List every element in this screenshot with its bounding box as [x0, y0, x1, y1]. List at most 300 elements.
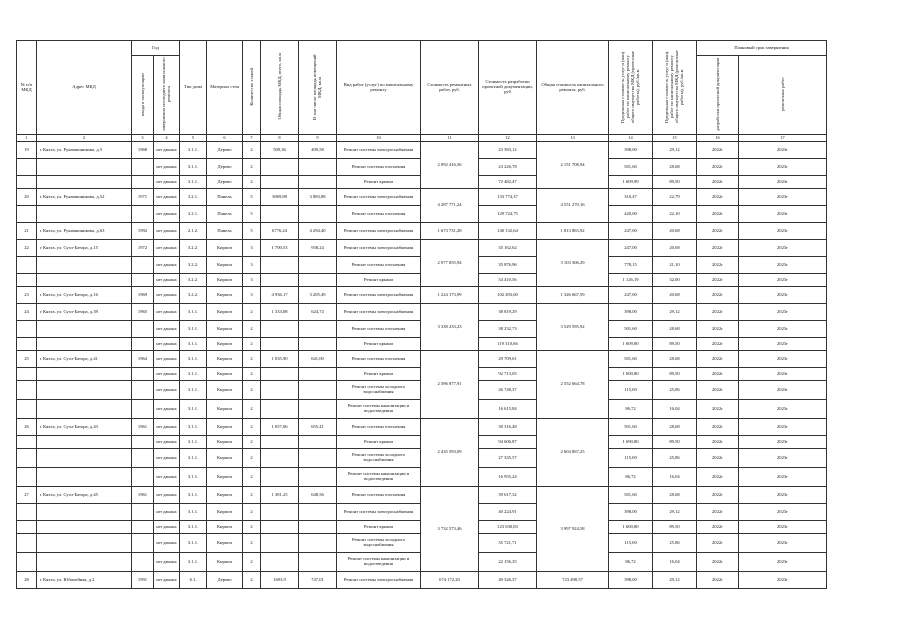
row-works: Ремонт крыши: [337, 521, 421, 534]
row-deadline-design: 2022г: [697, 534, 739, 553]
row-deadline-works: 2023г: [739, 189, 827, 206]
row-year-built: 1972: [132, 240, 154, 257]
row-type: 3.1.1.: [180, 468, 207, 487]
row-limit-works: 29,12: [653, 504, 697, 521]
row-limit-works: 25,86: [653, 534, 697, 553]
row-works: Ремонт системы канализации и водоотведения: [337, 553, 421, 572]
row-limit-works: 29,12: [653, 304, 697, 321]
row-deadline-works: 2023г: [739, 381, 827, 400]
row-living-area: [299, 400, 337, 419]
row-living-area: [299, 534, 337, 553]
row-material: Кирпич: [207, 487, 243, 504]
row-total-area: [261, 338, 299, 351]
table-row: [17, 572, 827, 589]
row-deadline-design: 2022г: [697, 368, 739, 381]
row-living-area: 4 294,40: [299, 223, 337, 240]
row-number-empty: [17, 534, 37, 553]
row-living-area: [299, 381, 337, 400]
row-cost-design: 23 583,12: [479, 142, 537, 159]
row-cost-design: 92 713,05: [479, 368, 537, 381]
row-year-built-empty: [132, 159, 154, 176]
row-number: 26: [17, 419, 37, 436]
row-cost-design: 49 326,37: [479, 572, 537, 589]
col-number: 5: [180, 135, 207, 142]
row-type: 3.1.1.: [180, 159, 207, 176]
row-number: 21: [17, 223, 37, 240]
row-year-built-empty: [132, 176, 154, 189]
row-deadline-design: 2022г: [697, 338, 739, 351]
row-material: Кирпич: [207, 304, 243, 321]
row-cost-design: 102 493,60: [479, 287, 537, 304]
row-material: Панель: [207, 206, 243, 223]
row-deadline-works: 2023г: [739, 304, 827, 321]
row-total-area: [261, 468, 299, 487]
row-deadline-works: 2023г: [739, 521, 827, 534]
row-address-empty: [37, 381, 132, 400]
row-living-area: 641,00: [299, 351, 337, 368]
row-deadline-works: 2023г: [739, 534, 827, 553]
row-year-built-empty: [132, 274, 154, 287]
row-works: Ремонт системы электроснабжения: [337, 504, 421, 521]
row-deadline-design: 2022г: [697, 223, 739, 240]
row-floors: 3: [243, 257, 261, 274]
row-number: 27: [17, 487, 37, 504]
row-cost-total: 3 103 306,29: [537, 240, 609, 287]
row-limit-works: 89,50: [653, 338, 697, 351]
row-floors: 2: [243, 321, 261, 338]
row-year-repair: нет данных: [154, 240, 180, 257]
row-year-repair: нет данных: [154, 572, 180, 589]
row-cost-repair: 3 732 573,46: [421, 487, 479, 572]
row-material: Кирпич: [207, 257, 243, 274]
col-number: 14: [609, 135, 653, 142]
row-cost-repair: 1 673 731,28: [421, 223, 479, 240]
header-total-area: Общая площадь МКД, всего, кв.м: [261, 41, 299, 135]
row-limit-design: 420,00: [609, 206, 653, 223]
row-cost-total: 3 529 595,92: [537, 304, 609, 351]
row-cost-repair: 4 287 771,24: [421, 189, 479, 223]
row-floors: 2: [243, 487, 261, 504]
row-floors: 2: [243, 504, 261, 521]
row-address: г Кяхта, ул. Сухэ-Батора, д.41: [37, 351, 132, 368]
row-year-built-empty: [132, 368, 154, 381]
row-number-empty: [17, 321, 37, 338]
row-deadline-design: 2022г: [697, 142, 739, 159]
row-limit-design: 1 126,19: [609, 274, 653, 287]
row-deadline-works: 2023г: [739, 223, 827, 240]
row-works: Ремонт системы канализации и водоотведения: [337, 400, 421, 419]
row-cost-repair: 2 977 855,94: [421, 240, 479, 287]
row-cost-design: 94 606,87: [479, 436, 537, 449]
row-number-empty: [17, 338, 37, 351]
row-limit-works: 29,12: [653, 572, 697, 589]
row-deadline-works: 2023г: [739, 338, 827, 351]
row-year-built-empty: [132, 534, 154, 553]
col-number: 6: [207, 135, 243, 142]
row-year-built-empty: [132, 206, 154, 223]
row-deadline-design: 2022г: [697, 257, 739, 274]
col-number: 8: [261, 135, 299, 142]
row-deadline-design: 2022г: [697, 521, 739, 534]
row-address-empty: [37, 321, 132, 338]
row-year-built-empty: [132, 468, 154, 487]
row-total-area: [261, 159, 299, 176]
row-floors: 2: [243, 381, 261, 400]
row-material: Кирпич: [207, 449, 243, 468]
row-total-area: [261, 257, 299, 274]
row-type: 3.1.1.: [180, 449, 207, 468]
row-type: 3.1.1.: [180, 534, 207, 553]
row-year-repair: нет данных: [154, 223, 180, 240]
row-type: 3.1.1.: [180, 304, 207, 321]
row-total-area: [261, 449, 299, 468]
row-cost-design: 27 335,57: [479, 449, 537, 468]
table-row: [17, 189, 827, 206]
row-cost-design: 16 955,24: [479, 468, 537, 487]
header-year-built: ввода в эксплуатацию: [132, 56, 154, 135]
row-limit-design: 115,00: [609, 534, 653, 553]
row-type: 3.1.1.: [180, 419, 207, 436]
row-cost-design: 30 316,48: [479, 419, 537, 436]
row-total-area: 1 381,25: [261, 487, 299, 504]
row-year-repair: нет данных: [154, 338, 180, 351]
row-year-repair: нет данных: [154, 521, 180, 534]
row-cost-design: 38 819,29: [479, 304, 537, 321]
row-material: Кирпич: [207, 504, 243, 521]
row-limit-design: 247,00: [609, 240, 653, 257]
row-number-empty: [17, 449, 37, 468]
row-cost-design: 40 224,91: [479, 504, 537, 521]
header-deadline-works: ремонтных работ: [739, 56, 827, 135]
row-deadline-works: 2023г: [739, 487, 827, 504]
row-floors: 2: [243, 419, 261, 436]
row-limit-design: 247,00: [609, 223, 653, 240]
row-address: г Кяхта, ул. Сухэ-Батора, д.45: [37, 487, 132, 504]
row-deadline-works: 2023г: [739, 449, 827, 468]
row-total-area: 1 057,06: [261, 419, 299, 436]
row-living-area: [299, 176, 337, 189]
row-works: Ремонт крыши: [337, 436, 421, 449]
row-deadline-works: 2023г: [739, 468, 827, 487]
row-deadline-design: 2022г: [697, 206, 739, 223]
row-deadline-works: 2023г: [739, 553, 827, 572]
col-number: 7: [243, 135, 261, 142]
row-year-repair: нет данных: [154, 487, 180, 504]
row-living-area: [299, 321, 337, 338]
row-cost-design: 133 774,37: [479, 189, 537, 206]
row-limit-design: 247,00: [609, 287, 653, 304]
header-address: Адрес МКД: [37, 41, 132, 135]
col-number: 13: [537, 135, 609, 142]
row-year-repair: нет данных: [154, 176, 180, 189]
row-cost-total: 2 604 867,25: [537, 419, 609, 487]
row-works: Ремонт крыши: [337, 338, 421, 351]
row-material: Кирпич: [207, 419, 243, 436]
row-address: г Кяхта, ул. Сухэ-Батора, д.39: [37, 304, 132, 321]
row-deadline-design: 2022г: [697, 381, 739, 400]
row-material: Кирпич: [207, 287, 243, 304]
row-limit-works: 89,50: [653, 436, 697, 449]
row-type: 3.1.1.: [180, 142, 207, 159]
row-total-area: 1 035,90: [261, 351, 299, 368]
row-cost-design: 129 724,75: [479, 206, 537, 223]
row-total-area: [261, 368, 299, 381]
row-cost-design: 140 132,64: [479, 223, 537, 240]
row-cost-design: 72 482,47: [479, 176, 537, 189]
row-total-area: 1 700,53: [261, 240, 299, 257]
row-total-area: [261, 521, 299, 534]
row-limit-design: 1 609,80: [609, 338, 653, 351]
row-year-built-empty: [132, 504, 154, 521]
row-floors: 3: [243, 240, 261, 257]
row-number-empty: [17, 368, 37, 381]
header-deadline-design: разработки проектной документации: [697, 56, 739, 135]
row-works: Ремонт системы электроснабжения: [337, 304, 421, 321]
row-total-area: [261, 176, 299, 189]
row-limit-design: 1 600,80: [609, 521, 653, 534]
row-address: г Кяхта, ул. Сухэ-Батора, д.16: [37, 287, 132, 304]
row-limit-design: 86,72: [609, 468, 653, 487]
row-cost-total: 4 551 270,16: [537, 189, 609, 223]
row-number-empty: [17, 468, 37, 487]
row-type: 3.2.2.: [180, 257, 207, 274]
header-cost-repair: Стоимость ремонтных работ, руб.: [421, 41, 479, 135]
row-number: 22: [17, 240, 37, 257]
row-limit-design: 398,00: [609, 504, 653, 521]
row-material: Кирпич: [207, 381, 243, 400]
col-number: 4: [154, 135, 180, 142]
row-year-repair: нет данных: [154, 159, 180, 176]
row-cost-design: 119 310,66: [479, 338, 537, 351]
row-limit-design: 86,72: [609, 553, 653, 572]
row-deadline-works: 2023г: [739, 436, 827, 449]
row-total-area: [261, 381, 299, 400]
row-address-empty: [37, 338, 132, 351]
row-number-empty: [17, 206, 37, 223]
row-cost-repair: 2 435 593,09: [421, 419, 479, 487]
row-living-area: 747,01: [299, 572, 337, 589]
row-number-empty: [17, 176, 37, 189]
row-works: Ремонт системы отопления: [337, 351, 421, 368]
row-limit-design: 398,00: [609, 304, 653, 321]
table-row: [17, 142, 827, 159]
row-address-empty: [37, 206, 132, 223]
row-material: Кирпич: [207, 338, 243, 351]
row-floors: 2: [243, 368, 261, 381]
row-material: Дерево: [207, 159, 243, 176]
row-limit-works: 20,68: [653, 240, 697, 257]
row-cost-repair: 674 172,20: [421, 572, 479, 589]
header-year-group: Год: [132, 41, 180, 56]
row-limit-design: 501,60: [609, 159, 653, 176]
row-cost-design: 35 721,71: [479, 534, 537, 553]
row-limit-design: 1 600,80: [609, 368, 653, 381]
row-deadline-design: 2022г: [697, 189, 739, 206]
row-address: г Кяхта, ул. Рукавишникова, д.63: [37, 223, 132, 240]
row-total-area: 4 936,17: [261, 287, 299, 304]
col-number: 2: [37, 135, 132, 142]
row-number: 20: [17, 189, 37, 206]
row-address-empty: [37, 521, 132, 534]
header-limit-works: Предельная стоимость услуг и (или) работ по капитальному ремонту общего имущества МКД (ремонтные работы), руб./кв.м: [653, 41, 697, 135]
row-address-empty: [37, 534, 132, 553]
row-year-repair: нет данных: [154, 534, 180, 553]
row-year-repair: нет данных: [154, 368, 180, 381]
row-number: 23: [17, 287, 37, 304]
header-material: Материал стен: [207, 41, 243, 135]
row-year-repair: нет данных: [154, 351, 180, 368]
row-floors: 2: [243, 351, 261, 368]
row-year-built-empty: [132, 257, 154, 274]
row-address-empty: [37, 176, 132, 189]
row-address: г Кяхта, ул. Рукавишникова, д.52: [37, 189, 132, 206]
row-deadline-design: 2022г: [697, 351, 739, 368]
row-living-area: [299, 449, 337, 468]
row-type: 3.1.1.: [180, 553, 207, 572]
row-year-repair: нет данных: [154, 304, 180, 321]
header-cost-design: Стоимость разработки проектной документации, руб: [479, 41, 537, 135]
row-year-repair: нет данных: [154, 142, 180, 159]
row-cost-repair: 3 338 233,23: [421, 304, 479, 351]
row-year-repair: нет данных: [154, 504, 180, 521]
row-floors: 2: [243, 338, 261, 351]
col-number: 1: [17, 135, 37, 142]
row-number-empty: [17, 400, 37, 419]
row-deadline-design: 2022г: [697, 321, 739, 338]
table-row: [17, 287, 827, 304]
row-floors: 2: [243, 572, 261, 589]
row-deadline-design: 2022г: [697, 274, 739, 287]
row-limit-works: 16,04: [653, 468, 697, 487]
row-works: Ремонт системы электроснабжения: [337, 240, 421, 257]
row-total-area: [261, 274, 299, 287]
row-cost-design: 39 617,32: [479, 487, 537, 504]
header-cost-total: Общая стоимость капитального ремонта, руб.: [537, 41, 609, 135]
row-total-area: 6776,24: [261, 223, 299, 240]
col-number: 17: [739, 135, 827, 142]
row-total-area: [261, 504, 299, 521]
row-limit-design: 1 690,80: [609, 436, 653, 449]
row-year-repair: нет данных: [154, 400, 180, 419]
row-year-built-empty: [132, 553, 154, 572]
row-living-area: [299, 368, 337, 381]
row-year-repair: нет данных: [154, 274, 180, 287]
row-works: Ремонт системы отопления: [337, 487, 421, 504]
row-works: Ремонт системы электроснабжения: [337, 572, 421, 589]
row-limit-design: 398,00: [609, 142, 653, 159]
row-limit-works: 89,50: [653, 368, 697, 381]
row-year-built-empty: [132, 338, 154, 351]
row-deadline-design: 2022г: [697, 159, 739, 176]
row-cost-design: 35 162,62: [479, 240, 537, 257]
row-limit-works: 32,00: [653, 274, 697, 287]
row-address: г Кяхта, ул. Рукавишникова, д.5: [37, 142, 132, 159]
row-cost-total: 1 813 863,92: [537, 223, 609, 240]
row-type: 3.2.2.: [180, 274, 207, 287]
row-works: Ремонт системы электроснабжения: [337, 223, 421, 240]
row-limit-design: 310,47: [609, 189, 653, 206]
table-row: [17, 304, 827, 321]
row-material: Кирпич: [207, 240, 243, 257]
row-living-area: 648,56: [299, 487, 337, 504]
row-type: 3.1.1.: [180, 338, 207, 351]
row-material: Панель: [207, 223, 243, 240]
row-year-built-empty: [132, 521, 154, 534]
row-floors: 2: [243, 159, 261, 176]
row-total-area: [261, 400, 299, 419]
row-deadline-design: 2022г: [697, 468, 739, 487]
row-material: Кирпич: [207, 468, 243, 487]
row-type: 3.1.1.: [180, 368, 207, 381]
row-number-empty: [17, 553, 37, 572]
header-floors: Количество этажей: [243, 41, 261, 135]
row-living-area: [299, 504, 337, 521]
row-cost-total: 723 498,57: [537, 572, 609, 589]
col-number: 9: [299, 135, 337, 142]
row-floors: 2: [243, 436, 261, 449]
row-material: Кирпич: [207, 553, 243, 572]
row-limit-works: 21,10: [653, 257, 697, 274]
row-number-empty: [17, 504, 37, 521]
row-living-area: 3 883,88: [299, 189, 337, 206]
row-cost-repair: 1 224 173,99: [421, 287, 479, 304]
row-floors: 2: [243, 553, 261, 572]
row-address-empty: [37, 504, 132, 521]
row-cost-design: 23 226,78: [479, 159, 537, 176]
row-year-built-empty: [132, 400, 154, 419]
row-floors: 3: [243, 287, 261, 304]
row-limit-works: 89,50: [653, 176, 697, 189]
row-cost-design: 54 410,56: [479, 274, 537, 287]
row-deadline-design: 2022г: [697, 487, 739, 504]
row-limit-works: 28,68: [653, 351, 697, 368]
row-material: Кирпич: [207, 274, 243, 287]
row-deadline-works: 2023г: [739, 368, 827, 381]
row-deadline-works: 2023г: [739, 419, 827, 436]
header-type: Тип дома: [180, 41, 207, 135]
row-floors: 2: [243, 521, 261, 534]
row-limit-works: 28,68: [653, 321, 697, 338]
row-total-area: [261, 534, 299, 553]
row-deadline-works: 2023г: [739, 504, 827, 521]
header-deadline-group: Плановый срок завершения: [697, 41, 827, 56]
row-deadline-works: 2023г: [739, 159, 827, 176]
row-number-empty: [17, 274, 37, 287]
row-floors: 2: [243, 468, 261, 487]
row-limit-works: 25,86: [653, 381, 697, 400]
row-limit-works: 28,68: [653, 487, 697, 504]
row-type: 3.2.2.: [180, 240, 207, 257]
row-cost-total: 3 997 924,58: [537, 487, 609, 572]
row-deadline-design: 2022г: [697, 176, 739, 189]
row-material: Кирпич: [207, 400, 243, 419]
row-deadline-works: 2023г: [739, 240, 827, 257]
row-deadline-works: 2023г: [739, 257, 827, 274]
row-type: 3.1.1.: [180, 487, 207, 504]
row-deadline-design: 2022г: [697, 504, 739, 521]
row-type: 2.1.2.: [180, 223, 207, 240]
col-number: 12: [479, 135, 537, 142]
row-living-area: [299, 553, 337, 572]
table-body: [17, 142, 827, 589]
table-row: [17, 351, 827, 368]
row-floors: 5: [243, 223, 261, 240]
row-material: Кирпич: [207, 436, 243, 449]
row-cost-repair: 2 396 877,91: [421, 351, 479, 419]
row-deadline-works: 2023г: [739, 274, 827, 287]
row-year-repair: нет данных: [154, 381, 180, 400]
row-address: г Кяхта, ул. Сухэ-Батора, д.43: [37, 419, 132, 436]
